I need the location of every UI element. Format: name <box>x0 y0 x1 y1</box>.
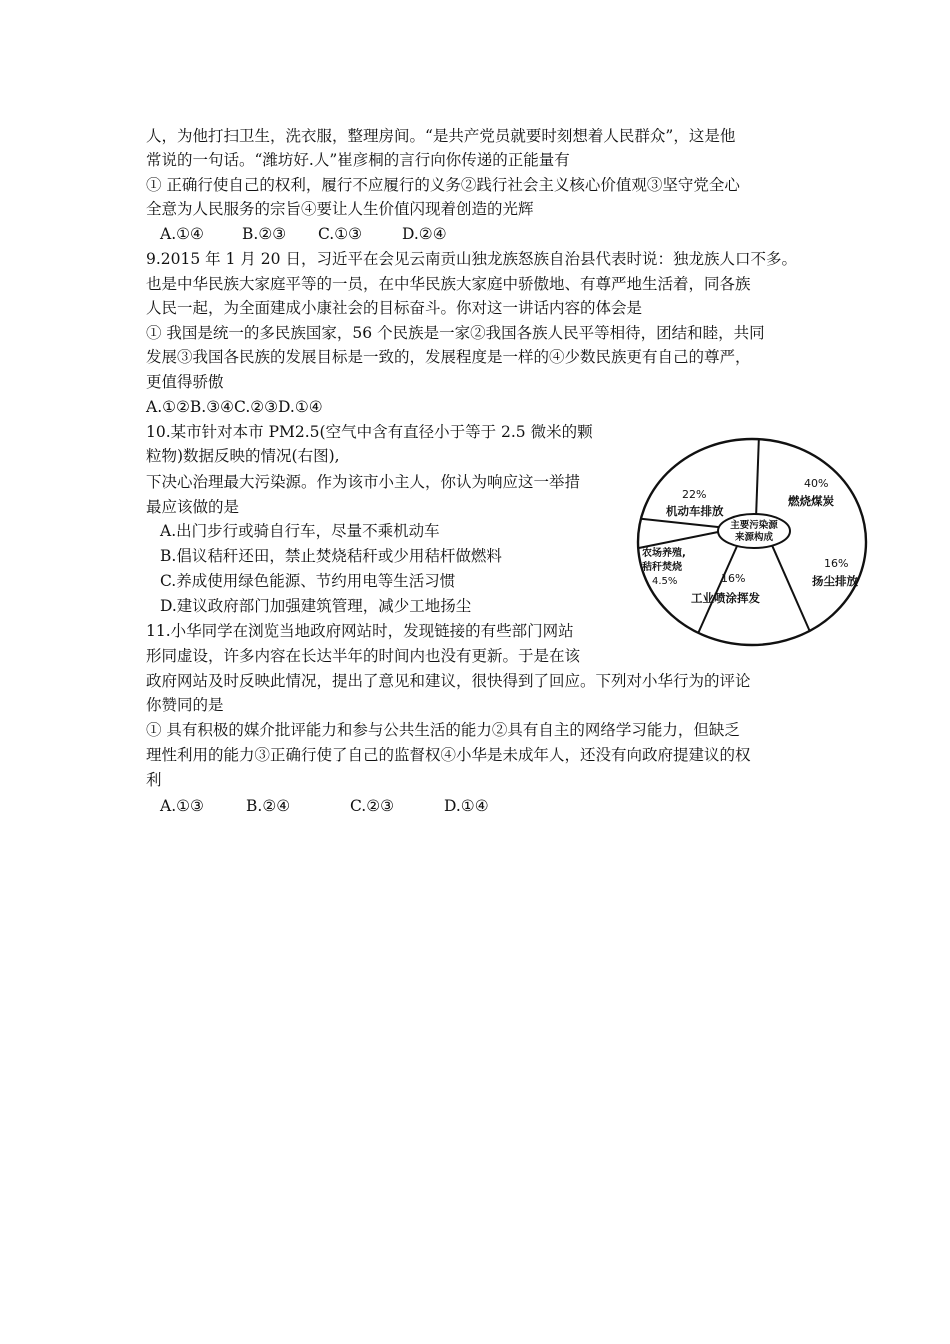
pie-slice-label-farm-a: 农场养殖, <box>642 548 686 559</box>
q8-line-1: 人，为他打扫卫生，洗衣服，整理房间。“是共产党员就要时刻想着人民群众”，这是他 <box>146 127 736 145</box>
pie-slice-label-vehicle: 机动车排放 <box>666 504 724 518</box>
pie-slice-divider-3 <box>638 532 718 548</box>
pie-slice-divider-2 <box>698 546 737 633</box>
q11-line-5: ① 具有积极的媒介批评能力和参与公共生活的能力②具有自主的网络学习能力，但缺乏 <box>146 721 740 739</box>
pie-center-label-1: 主要污染源 <box>730 520 778 531</box>
q11-option-c: C.②③ <box>350 797 395 815</box>
q9-options: A.①②B.③④C.②③D.①④ <box>146 398 323 416</box>
q10-option-d: D.建议政府部门加强建筑管理，减少工地扬尘 <box>160 597 472 615</box>
pie-slice-pct-vehicle: 22% <box>682 488 707 501</box>
q11-option-b: B.②④ <box>246 797 291 815</box>
pie-slice-divider-1 <box>772 546 809 631</box>
q10-line-4: 最应该做的是 <box>146 498 240 516</box>
q11-option-d: D.①④ <box>444 797 489 815</box>
q9-line-4: ① 我国是统一的多民族国家，56 个民族是一家②我国各族人民平等相待，团结和睦，共同 <box>146 324 765 342</box>
pie-slice-pct-coal: 40% <box>804 477 829 490</box>
pie-slice-label-farm-b: 秸秆焚烧 <box>642 562 682 573</box>
q10-line-2: 粒物)数据反映的情况(右图), <box>146 447 340 465</box>
q8-option-c: C.①③ <box>318 225 363 243</box>
q8-line-3: ① 正确行使自己的权利，履行不应履行的义务②践行社会主义核心价值观③坚守党全心 <box>146 176 740 194</box>
q9-line-6: 更值得骄傲 <box>146 373 224 391</box>
q8-line-4: 全意为人民服务的宗旨④要让人生价值闪现着创造的光辉 <box>146 200 534 218</box>
q11-line-1: 11.小华同学在浏览当地政府网站时，发现链接的有些部门网站 <box>146 622 574 640</box>
q11-line-2: 形同虚设，许多内容在长达半年的时间内也没有更新。于是在该 <box>146 647 581 665</box>
pie-slice-label-industry: 工业喷涂挥发 <box>691 591 760 605</box>
q11-option-a: A.①③ <box>160 797 204 815</box>
q9-line-3: 人民一起，为全面建成小康社会的目标奋斗。你对这一讲话内容的体会是 <box>146 299 643 317</box>
q11-line-4: 你赞同的是 <box>146 696 224 714</box>
pie-center-label-2: 来源构成 <box>734 532 774 543</box>
q10-option-b: B.倡议秸秆还田，禁止焚烧秸秆或少用秸杆做燃料 <box>160 547 502 565</box>
q11-line-6: 理性利用的能力③正确行使了自己的监督权④小华是未成年人，还没有向政府提建议的权 <box>146 746 751 764</box>
q8-option-d: D.②④ <box>402 225 447 243</box>
q8-line-2: 常说的一句话。“潍坊好.人”崔彦桐的言行向你传递的正能量有 <box>146 151 570 169</box>
pie-slice-label-coal: 燃烧煤炭 <box>788 494 834 508</box>
pie-slice-pct-farm: 4.5% <box>652 576 678 587</box>
q9-line-1: 9.2015 年 1 月 20 日，习近平在会见云南贡山独龙族怒族自治县代表时说：独龙族人口不多。 <box>146 250 797 268</box>
q10-line-3: 下决心治理最大污染源。作为该市小主人，你认为响应这一举措 <box>146 473 581 491</box>
q11-line-3: 政府网站及时反映此情况，提出了意见和建议，很快得到了回应。下列对小华行为的评论 <box>146 672 751 690</box>
pie-slice-pct-industry: 16% <box>721 572 746 585</box>
q8-option-a: A.①④ <box>160 225 204 243</box>
q10-option-a: A.出门步行或骑自行车，尽量不乘机动车 <box>160 522 440 540</box>
pollution-source-pie-chart <box>630 432 875 652</box>
q8-option-b: B.②③ <box>242 225 287 243</box>
q10-option-c: C.养成使用绿色能源、节约用电等生活习惯 <box>160 572 456 590</box>
q9-line-2: 也是中华民族大家庭平等的一员，在中华民族大家庭中骄傲地、有尊严地生活着，同各族 <box>146 275 751 293</box>
pie-slice-pct-dust: 16% <box>824 557 849 570</box>
pie-slice-divider-4 <box>641 519 719 527</box>
pie-slice-label-dust: 扬尘排放 <box>812 574 858 588</box>
q10-line-1: 10.某市针对本市 PM2.5(空气中含有直径小于等于 2.5 微米的颗 <box>146 423 593 441</box>
q9-line-5: 发展③我国各民族的发展目标是一致的，发展程度是一样的④少数民族更有自己的尊严， <box>146 348 751 366</box>
q11-line-7: 利 <box>146 771 162 789</box>
pie-slice-divider-0 <box>756 439 759 514</box>
